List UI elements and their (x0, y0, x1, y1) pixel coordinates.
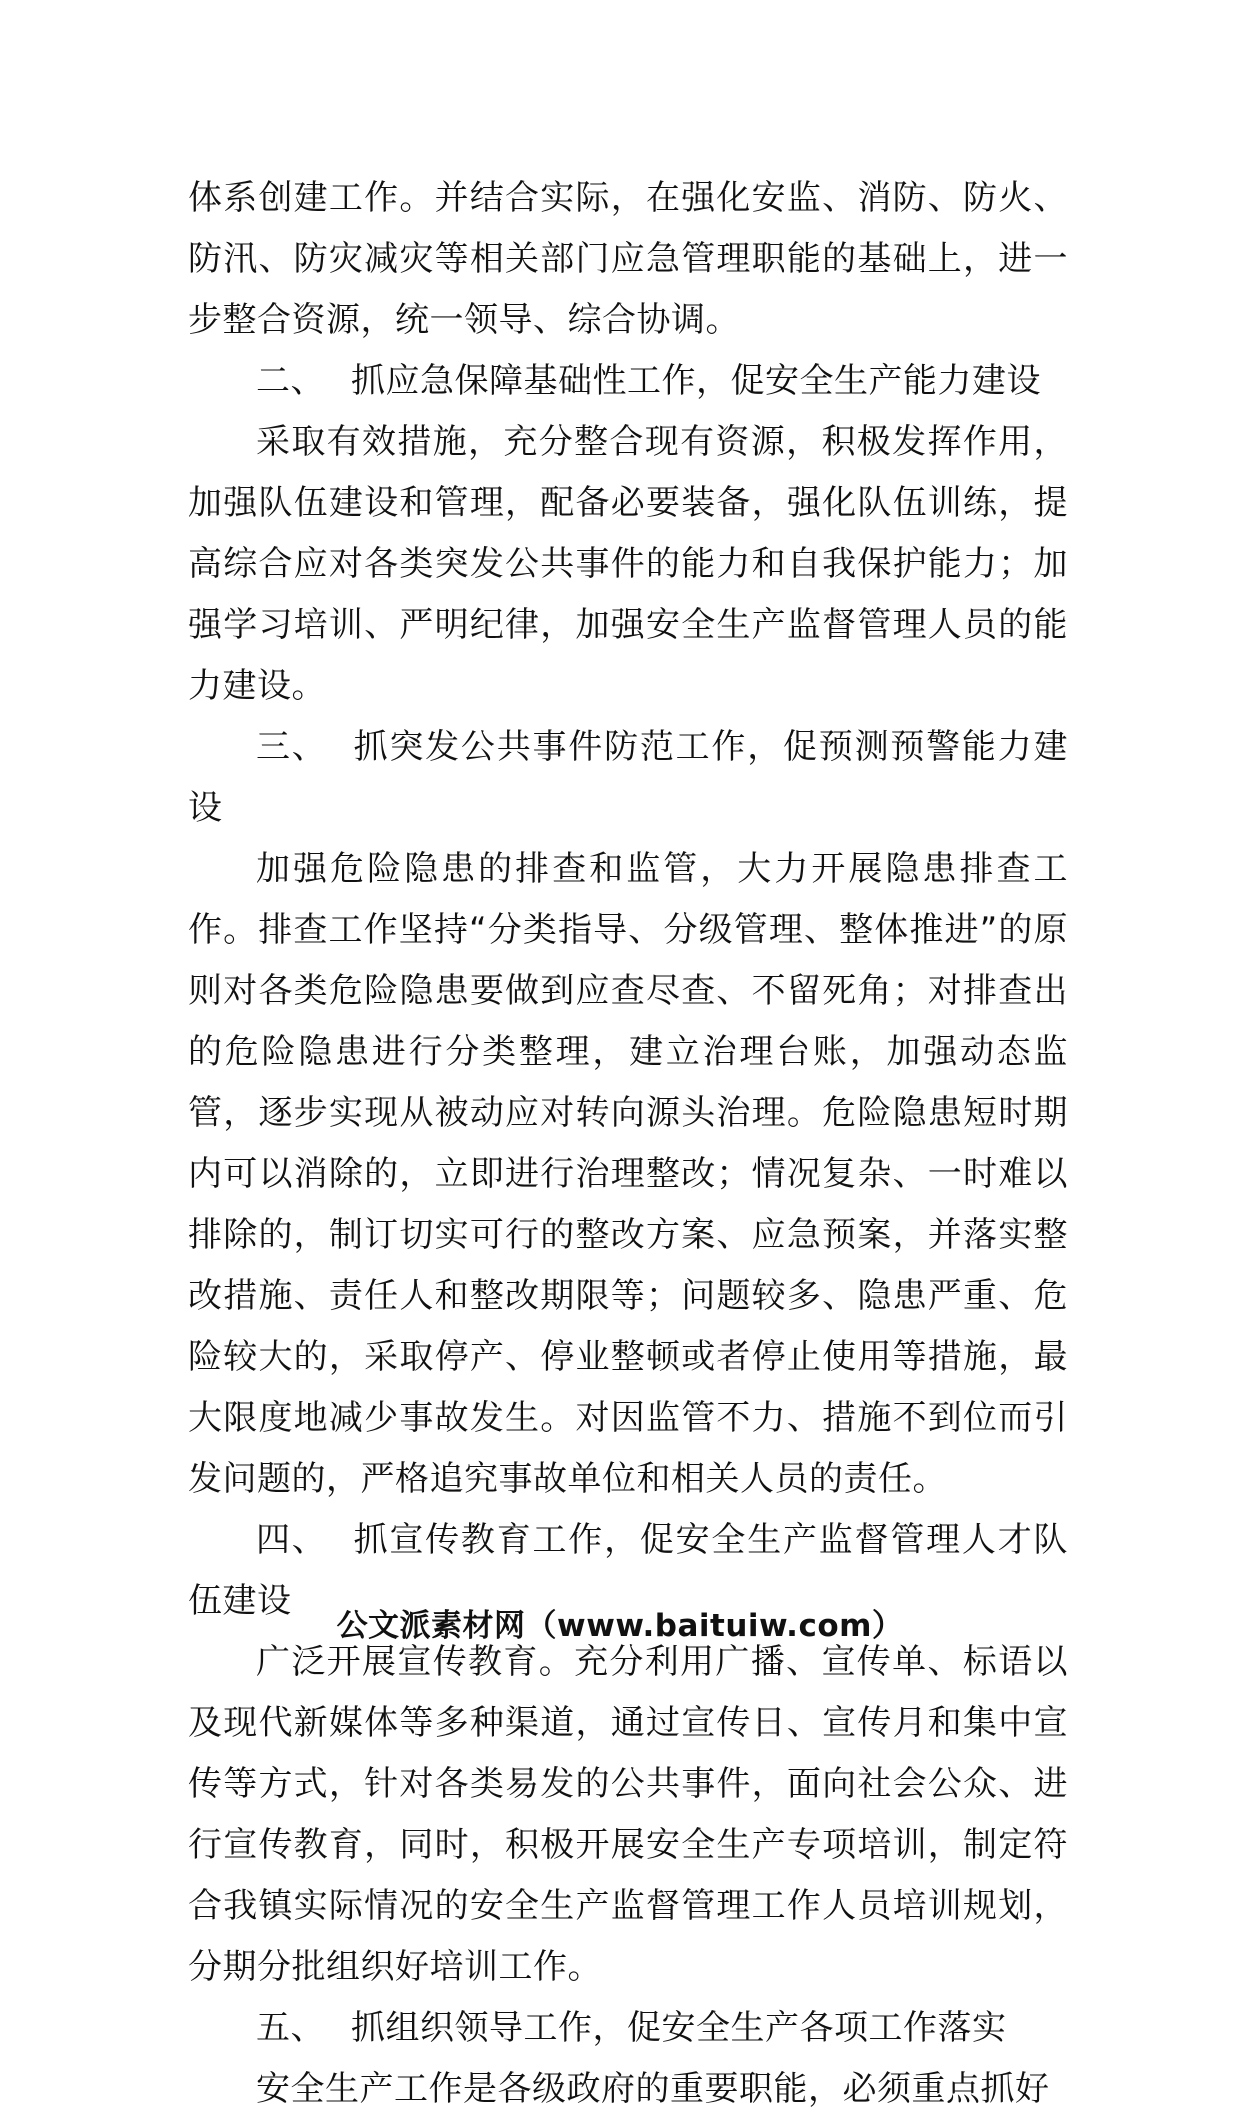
body-paragraph-5: 安全生产工作是各级政府的重要职能，必须重点抓好 (256, 2069, 1050, 2109)
section-title-5: 抓组织领导工作，促安全生产各项工作落实 (351, 2008, 1007, 2048)
body-paragraph-3: 加强危险隐患的排查和监管，大力开展隐患排查工作。排查工作坚持“分类指导、分级管理、整体推进”的原则对各类危险隐患要做到应查尽查、不留死角；对排查出的危险隐患进行分类整理，建立治理台账，加强动态监管，逐步实现从被动应对转向源头治理。危险隐患短时期内可以消除的，立即进行治理整改；情况复杂、一时难以排除的，制订切实可行的整改方案、应急预案，并落实整改措施、责任人和整改期限等；问题较多、隐患严重、危险较大的，采取停产、停业整顿或者停止使用等措施，最大限度地减少事故发生。对因监管不力、措施不到位而引发问题的，严格追究事故单位和相关人员的责任。 (188, 849, 1068, 1499)
document-body (188, 168, 1068, 2120)
body-paragraph-4: 广泛开展宣传教育。充分利用广播、宣传单、标语以及现代新媒体等多种渠道，通过宣传日、宣传月和集中宣传等方式，针对各类易发的公共事件，面向社会公众、进行宣传教育，同时，积极开展安全生产专项培训，制定符合我镇实际情况的安全生产监督管理工作人员培训规划，分期分批组织好培训工作。 (188, 1642, 1068, 1987)
section-heading-2 (188, 351, 1068, 412)
section-number-2: 二、 (256, 361, 325, 401)
section-heading-3 (188, 717, 1068, 839)
section-title-3: 抓突发公共事件防范工作，促预测预警能力建设 (188, 727, 1069, 828)
section-number-5: 五、 (256, 2008, 325, 2048)
section-title-2: 抓应急保障基础性工作，促安全生产能力建设 (351, 361, 1041, 401)
section-heading-5 (188, 1998, 1068, 2059)
section-title-4: 抓宣传教育工作，促安全生产监督管理人才队伍建设 (188, 1520, 1069, 1621)
section-number-4: 四、 (256, 1520, 328, 1560)
body-paragraph-2: 采取有效措施，充分整合现有资源，积极发挥作用，加强队伍建设和管理，配备必要装备，强化队伍训练，提高综合应对各类突发公共事件的能力和自我保护能力；加强学习培训、严明纪律，加强安全生产监督管理人员的能力建设。 (188, 422, 1068, 706)
body-paragraph-1: 体系创建工作。并结合实际，在强化安监、消防、防火、防汛、防灾减灾等相关部门应急管理职能的基础上，进一步整合资源，统一领导、综合协调。 (188, 178, 1068, 340)
section-number-3: 三、 (256, 727, 328, 767)
footer-watermark: 公文派素材网（www.baituiw.com） (336, 1608, 904, 1644)
